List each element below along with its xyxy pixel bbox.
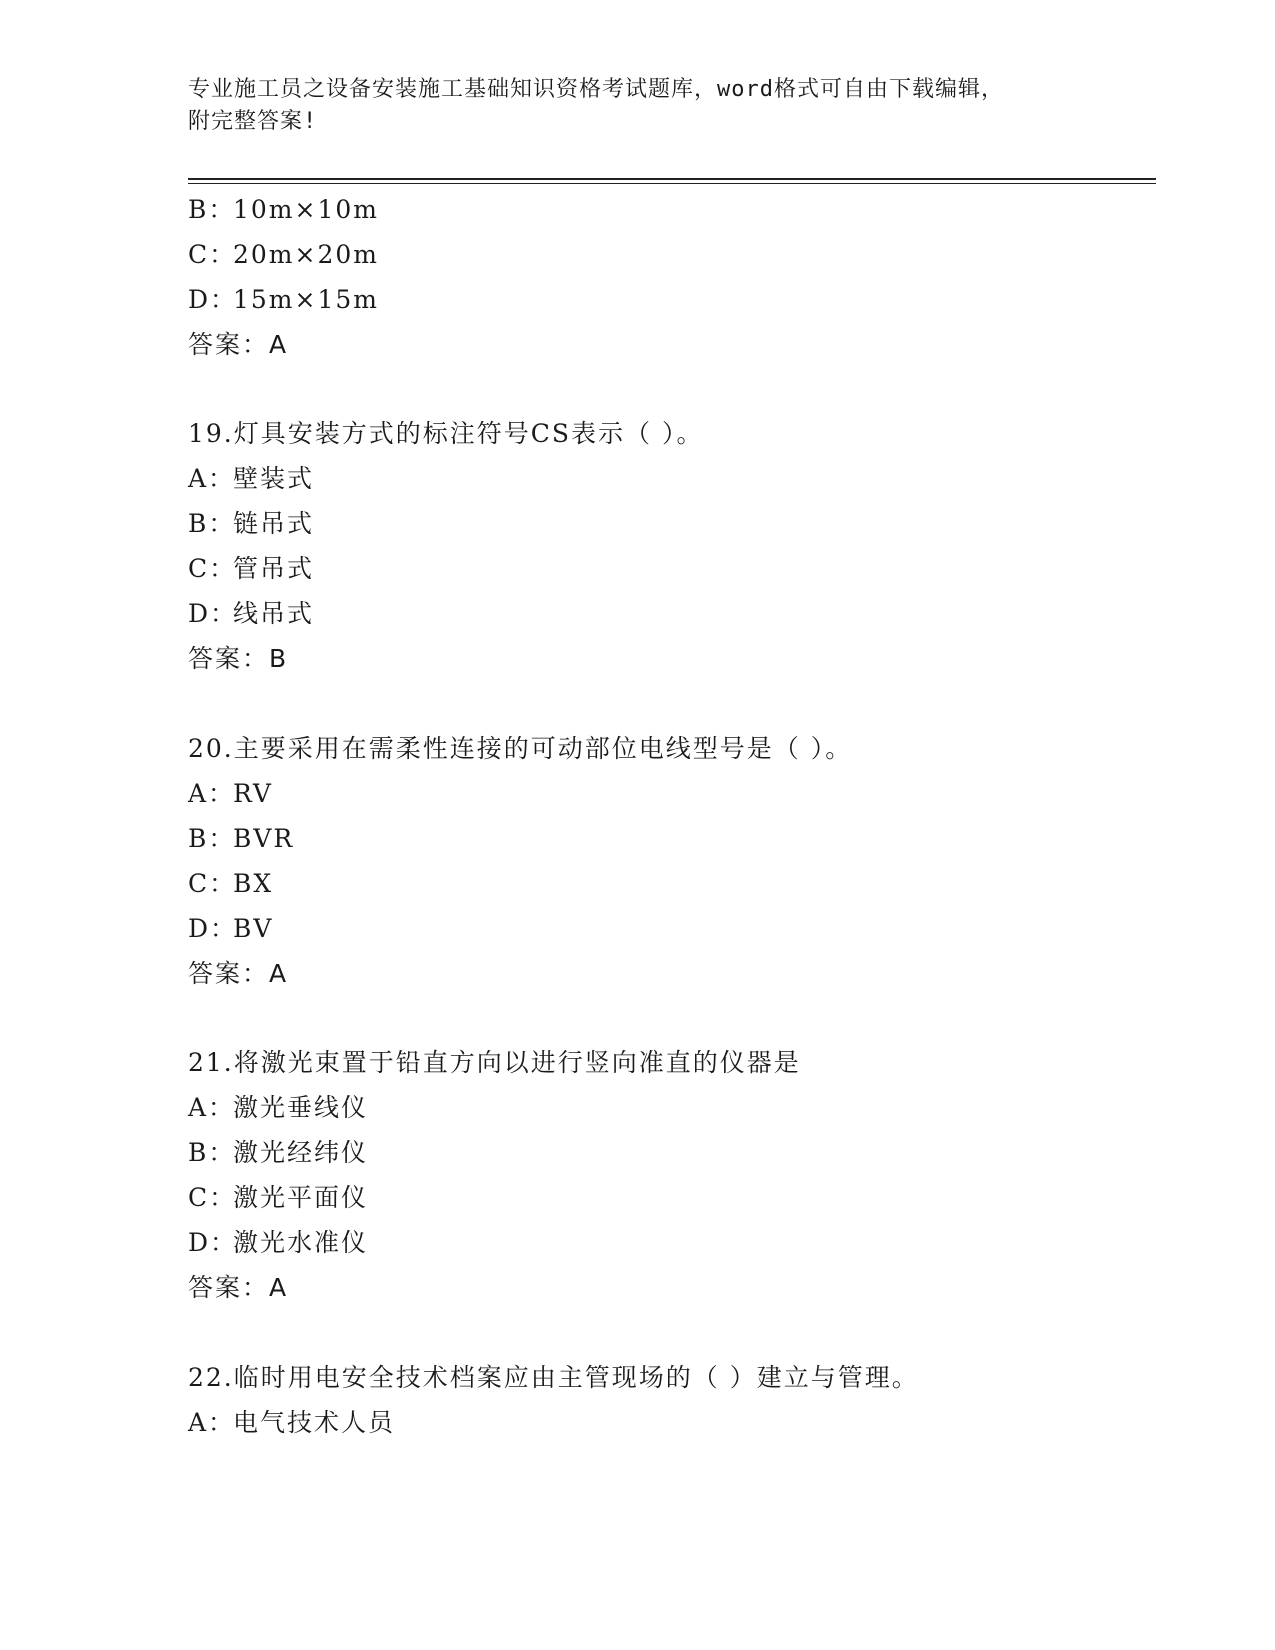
q20-option-c: C：BX <box>188 869 274 898</box>
q19-answer: 答案：B <box>188 644 289 673</box>
document-header <box>188 74 1068 138</box>
q19-option-a: A：壁装式 <box>188 464 315 493</box>
q20-answer: 答案：A <box>188 959 289 988</box>
q21-option-c: C：激光平面仪 <box>188 1183 369 1212</box>
q18-option-c: C：20m×20m <box>188 240 379 269</box>
q22-option-a: A：电气技术人员 <box>188 1408 396 1437</box>
q22-question: 22.临时用电安全技术档案应由主管现场的（ ）建立与管理。 <box>188 1363 919 1392</box>
q18-option-b: B：10m×10m <box>188 195 379 224</box>
q21-question: 21.将激光束置于铅直方向以进行竖向准直的仪器是 <box>188 1048 801 1077</box>
header-line-1: 专业施工员之设备安装施工基础知识资格考试题库，word格式可自由下载编辑， <box>188 77 1004 102</box>
q20-option-a: A：RV <box>188 779 273 808</box>
header-divider-thick <box>188 178 1156 180</box>
q19-question: 19.灯具安装方式的标注符号CS表示（ ）。 <box>188 419 704 448</box>
q21-option-a: A：激光垂线仪 <box>188 1093 369 1122</box>
q21-option-b: B：激光经纬仪 <box>188 1138 369 1167</box>
q20-option-b: B：BVR <box>188 824 295 853</box>
q19-option-b: B：链吊式 <box>188 509 315 538</box>
q20-option-d: D：BV <box>188 914 274 943</box>
q21-option-d: D：激光水准仪 <box>188 1228 369 1257</box>
header-line-2: 附完整答案! <box>188 109 318 134</box>
q19-option-d: D：线吊式 <box>188 599 315 628</box>
header-divider-thin <box>188 183 1156 184</box>
q20-question: 20.主要采用在需柔性连接的可动部位电线型号是（ ）。 <box>188 734 853 763</box>
q18-option-d: D：15m×15m <box>188 285 379 314</box>
q19-option-c: C：管吊式 <box>188 554 315 583</box>
q18-answer: 答案：A <box>188 330 289 359</box>
q21-answer: 答案：A <box>188 1273 289 1302</box>
